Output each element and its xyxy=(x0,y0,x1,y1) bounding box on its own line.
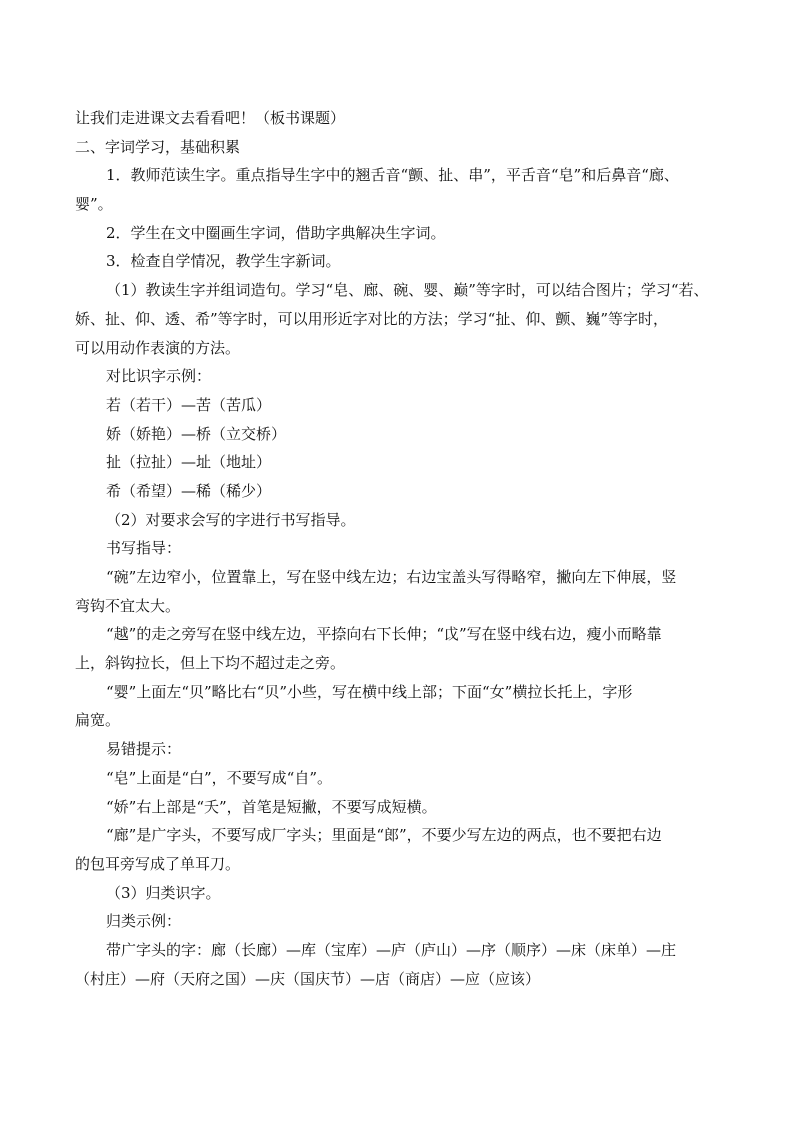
text-line: 扯（拉扯）—址（地址） xyxy=(106,453,272,472)
text-line: 上，斜钩拉长，但上下均不超过走之旁。 xyxy=(75,654,346,673)
text-line: （1）教读生字并组词造句。学习“皂、廊、碗、婴、巅”等字时，可以结合图片；学习“若、 xyxy=(106,281,709,300)
text-line: 娇、扯、仰、透、希”等字时，可以用形近字对比的方法；学习“扯、仰、颤、巍”等字时， xyxy=(75,309,669,328)
text-line: （村庄）—府（天府之国）—庆（国庆节）—店（商店）—应（应该） xyxy=(75,969,541,988)
text-line: 的包耳旁写成了单耳刀。 xyxy=(75,854,241,873)
text-line: 扁宽。 xyxy=(75,711,121,730)
text-line: 2．学生在文中圈画生字词，借助字典解决生字词。 xyxy=(106,223,446,242)
text-line: 二、字词学习，基础积累 xyxy=(75,137,241,156)
text-line: 让我们走进课文去看看吧！（板书课题） xyxy=(75,109,346,127)
text-line: 对比识字示例： xyxy=(106,367,212,386)
text-line: 弯钩不宜太大。 xyxy=(75,596,181,615)
document-page xyxy=(75,104,723,993)
text-line: 1．教师范读生字。重点指导生字中的翘舌音“颤、扯、串”，平舌音“皂”和后鼻音“廊、 xyxy=(106,166,679,185)
text-line: 归类示例： xyxy=(106,912,182,931)
text-line: 易错提示： xyxy=(106,740,182,759)
text-line: 带广字头的字：廊（长廊）—库（宝库）—庐（庐山）—序（顺序）—床（床单）—庄 xyxy=(106,940,677,959)
text-line: （2）对要求会写的字进行书写指导。 xyxy=(106,510,356,529)
text-line: “廊”是广字头，不要写成厂字头；里面是“郎”，不要少写左边的两点，也不要把右边 xyxy=(106,826,662,845)
text-line: “娇”右上部是“夭”，首笔是短撇，不要写成短横。 xyxy=(106,797,437,816)
text-line: 娇（娇艳）—桥（立交桥） xyxy=(106,424,287,443)
text-line: “婴”上面左“贝”略比右“贝”小些，写在横中线上部；下面“女”横拉长托上，字形 xyxy=(106,682,633,701)
text-line: 希（希望）—稀（稀少） xyxy=(106,481,272,500)
text-line: “皂”上面是“白”，不要写成“自”。 xyxy=(106,768,333,787)
text-line: 可以用动作表演的方法。 xyxy=(75,338,241,357)
text-line: （3）归类识字。 xyxy=(106,883,221,902)
text-line: 婴”。 xyxy=(75,195,113,214)
text-line: 书写指导： xyxy=(106,539,182,558)
text-line: “碗”左边窄小，位置靠上，写在竖中线左边；右边宝盖头写得略窄，撇向左下伸展，竖 xyxy=(106,568,677,586)
text-line: 3．检查自学情况，教学生字新词。 xyxy=(106,252,341,271)
text-line: 若（若干）—苦（苦瓜） xyxy=(106,395,272,414)
text-line: “越”的走之旁写在竖中线左边，平捺向右下长伸；“戉”写在竖中线右边，瘦小而略靠 xyxy=(106,625,662,644)
